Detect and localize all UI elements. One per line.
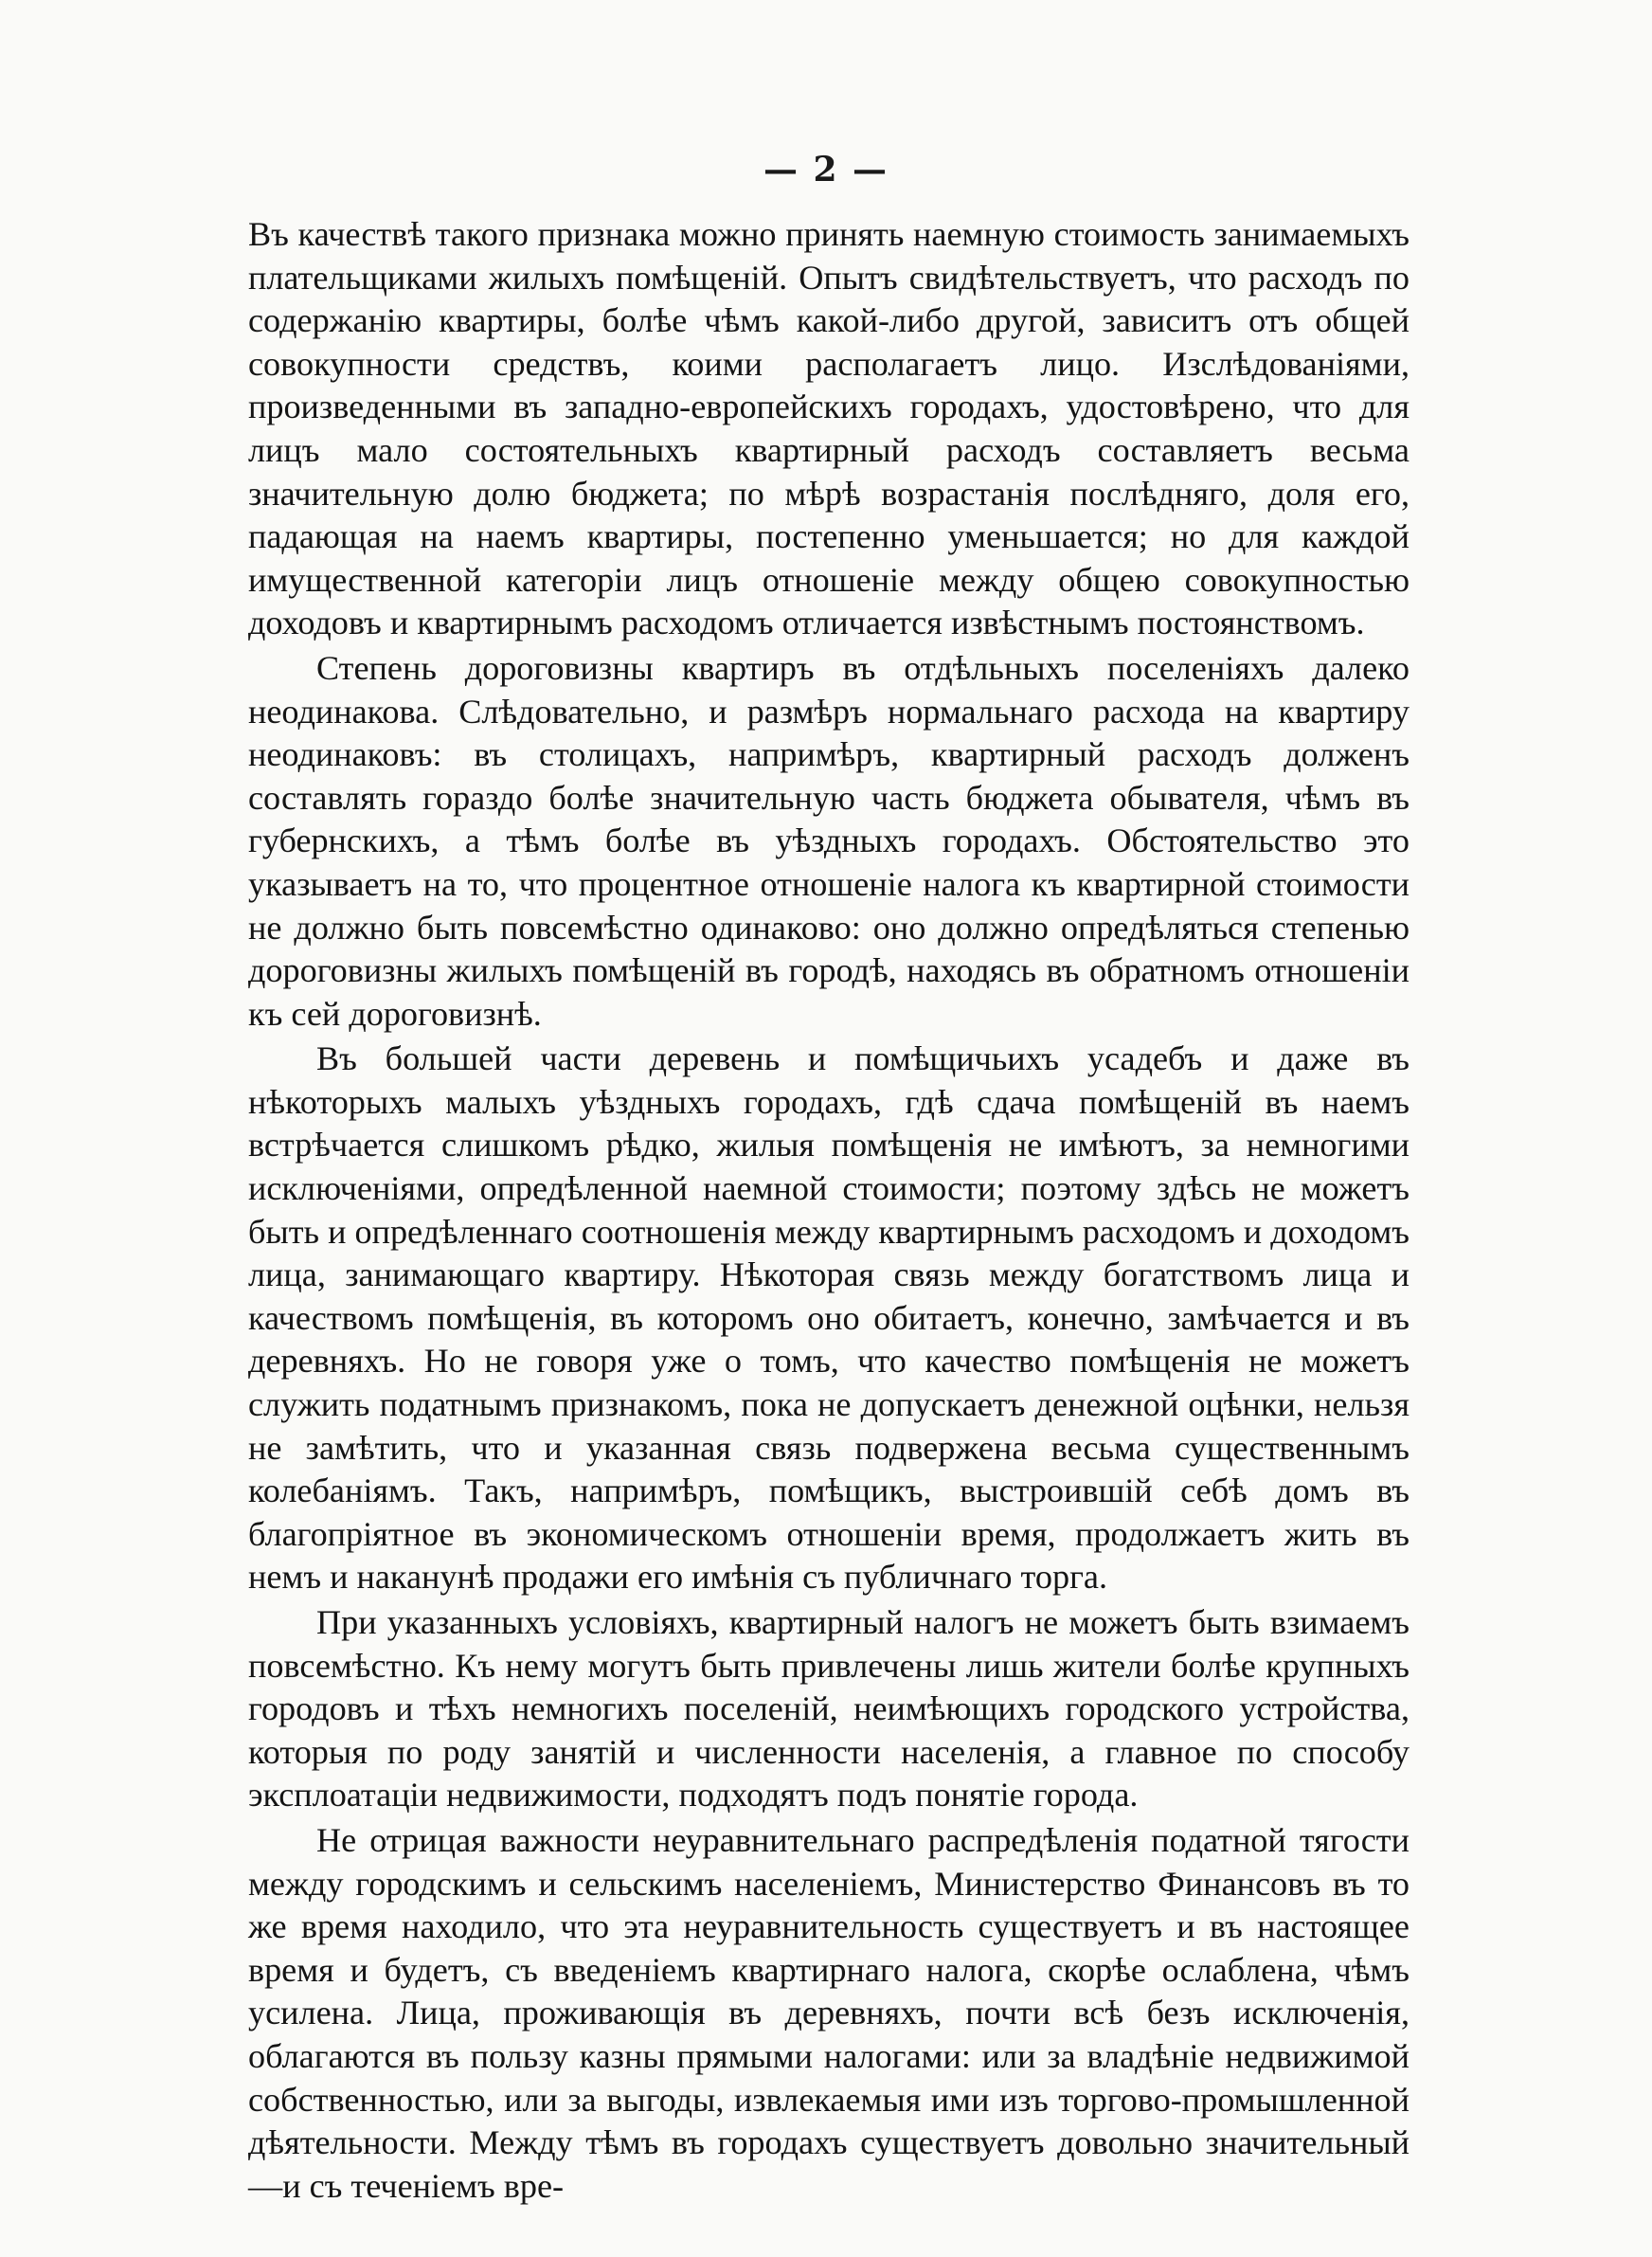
paragraph-5: Не отрицая важности неуравнительнаго распредѣленія податной тягости между городскимъ и сельскимъ населеніемъ, Министерство Финансовъ въ то же время находило, что эта неуравнительность существуетъ и въ настоящее время и будетъ, съ введеніемъ квартирнаго налога, скорѣе ослаблена, чѣмъ усилена. Лица, проживающія въ деревняхъ, почти всѣ безъ исключенія, облагаются въ пользу казны прямыми налогами: или за владѣніе недвижимой собственностью, или за выгоды, извлекаемыя ими изъ торгово-промышленной дѣятельности. Между тѣмъ въ городахъ существуетъ довольно значительный—и съ теченіемъ вре- bbox=[248, 1820, 1410, 2205]
paragraph-1: Въ качествѣ такого признака можно принять наемную стоимость занимаемыхъ плательщиками жилыхъ помѣщеній. Опытъ свидѣтельствуетъ, что расходъ по содержанію квартиры, болѣе чѣмъ какой-либо другой, зависитъ отъ общей совокупности средствъ, коими располагаетъ лицо. Изслѣдованіями, произведенными въ западно-европейскихъ городахъ, удостовѣрено, что для лицъ мало состоятельныхъ квартирный расходъ составляетъ весьма значительную долю бюджета; по мѣрѣ возрастанія послѣдняго, доля его, падающая на наемъ квартиры, постепенно уменьшается; но для каждой имущественной категоріи лицъ отношеніе между общею совокупностью доходовъ и квартирнымъ расходомъ отличается извѣстнымъ постоянствомъ. bbox=[248, 215, 1410, 642]
page-number: — 2 — bbox=[763, 150, 889, 190]
paragraph-4: При указанныхъ условіяхъ, квартирный налогъ не можетъ быть взимаемъ повсемѣстно. Къ нему могутъ быть привлечены лишь жители болѣе крупныхъ городовъ и тѣхъ немногихъ поселеній, неимѣющихъ городского устройства, которыя по роду занятій и численности населенія, а главное по способу эксплоатаціи недвижимости, подходятъ подъ понятіе города. bbox=[248, 1603, 1410, 1815]
paragraph-2: Степень дороговизны квартиръ въ отдѣльныхъ поселеніяхъ далеко неодинакова. Слѣдовательно, и размѣръ нормальнаго расхода на квартиру неодинаковъ: въ столицахъ, напримѣръ, квартирный расходъ долженъ составлять гораздо болѣе значительную часть бюджета обывателя, чѣмъ въ губернскихъ, а тѣмъ болѣе въ уѣздныхъ городахъ. Обстоятельство это указываетъ на то, что процентное отношеніе налога къ квартирной стоимости не должно быть повсемѣстно одинаково: оно должно опредѣляться степенью дороговизны жилыхъ помѣщеній въ городѣ, находясь въ обратномъ отношеніи къ сей дороговизнѣ. bbox=[248, 648, 1410, 1033]
paragraph-3: Въ большей части деревень и помѣщичьихъ усадебъ и даже въ нѣкоторыхъ малыхъ уѣздныхъ городахъ, гдѣ сдача помѣщеній въ наемъ встрѣчается слишкомъ рѣдко, жилыя помѣщенія не имѣютъ, за немногими исключеніями, опредѣленной наемной стоимости; поэтому здѣсь не можетъ быть и опредѣленнаго соотношенія между квартирнымъ расходомъ и доходомъ лица, занимающаго квартиру. Нѣкоторая связь между богатствомъ лица и качествомъ помѣщенія, въ которомъ оно обитаетъ, конечно, замѣчается и въ деревняхъ. Но не говоря уже о томъ, что качество помѣщенія не можетъ служить податнымъ признакомъ, пока не допускаетъ денежной оцѣнки, нельзя не замѣтить, что и указанная связь подвержена весьма существеннымъ колебаніямъ. Такъ, напримѣръ, помѣщикъ, выстроившій себѣ домъ въ благопріятное въ экономическомъ отношеніи время, продолжаетъ жить въ немъ и наканунѣ продажи его имѣнія съ публичнаго торга. bbox=[248, 1039, 1410, 1597]
body-text bbox=[248, 213, 1410, 2208]
